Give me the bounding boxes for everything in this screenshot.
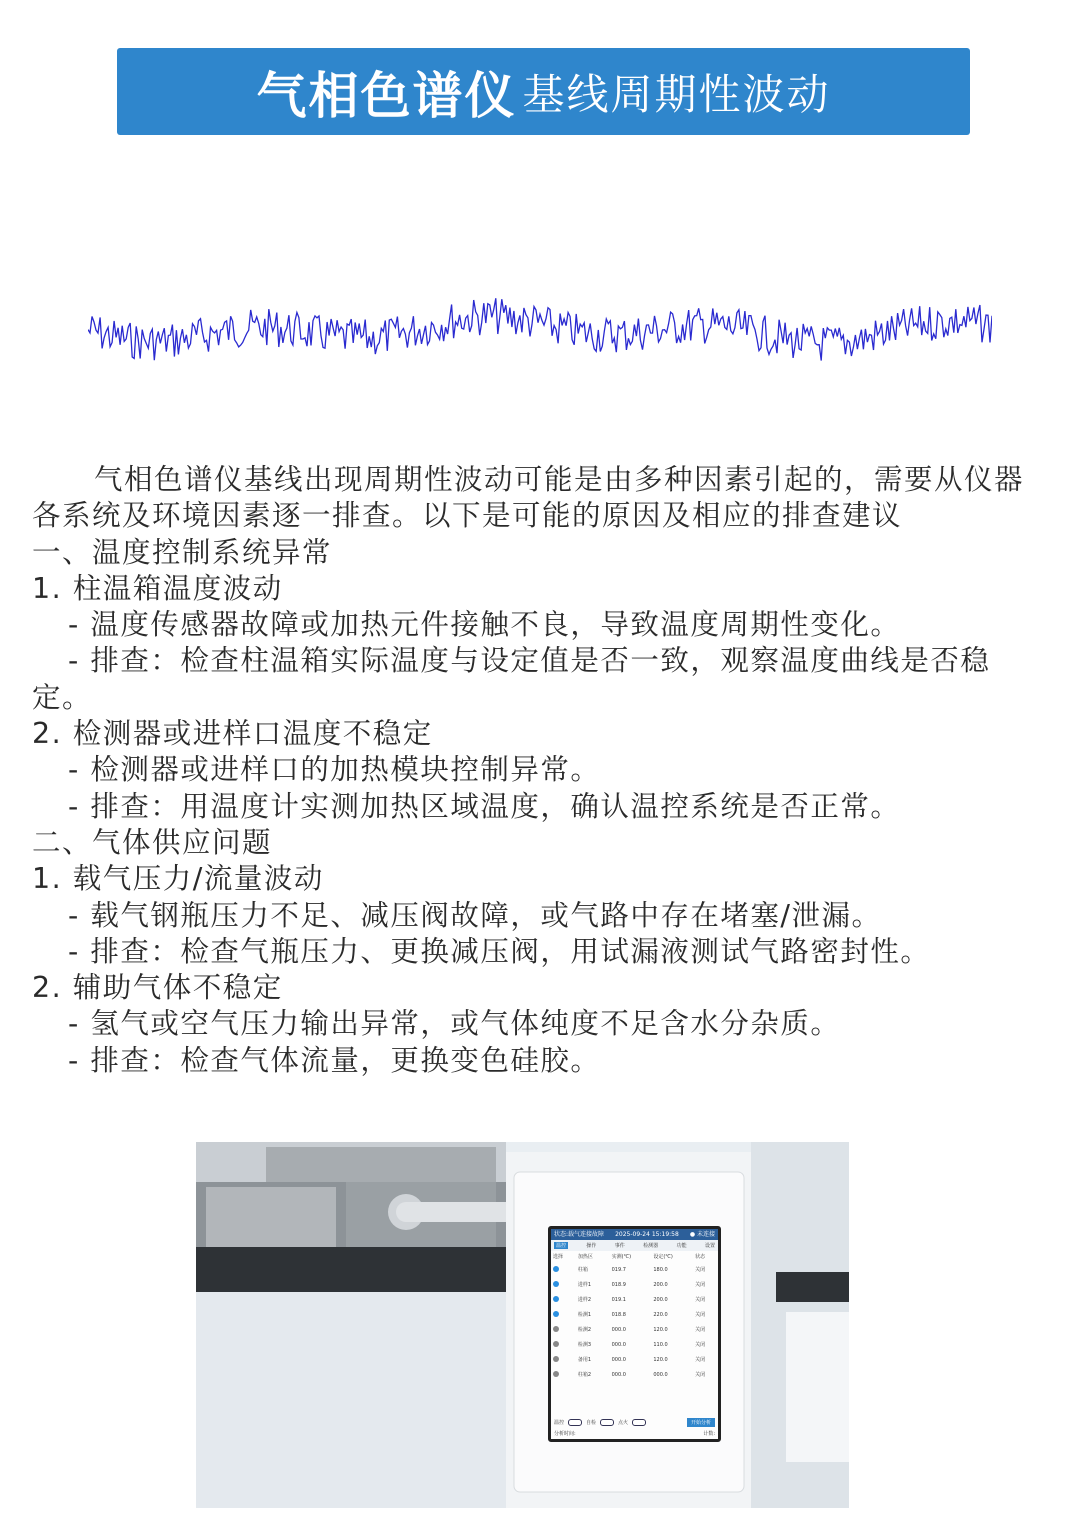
tab-detector[interactable]: 检测器 [643,1243,659,1249]
column-header: 实测(℃) [611,1254,632,1260]
select-dot-icon[interactable] [553,1281,559,1287]
cell-state: 关闭 [695,1312,706,1318]
cell-zone: 检测3 [577,1342,592,1348]
tab-operate[interactable]: 操作 [586,1243,597,1249]
baseline-wave-illustration [88,280,992,380]
table-row[interactable] [551,1292,718,1307]
cell-state: 关闭 [695,1282,706,1288]
status-text: 状态:载气连接故障 [554,1231,605,1238]
select-dot-icon[interactable] [553,1266,559,1272]
select-dot-icon[interactable] [553,1371,559,1377]
mode-text: ● 未连接 [689,1231,715,1238]
item-heading: 1. 柱温箱温度波动 [32,571,283,605]
cell-actual: 018.8 [611,1311,626,1318]
cell-state: 关闭 [695,1372,706,1378]
item-detail: - 排查：检查气体流量，更换变色硅胶。 [68,1043,601,1077]
cell-actual: 000.0 [611,1371,626,1378]
cell-set: 120.0 [653,1326,668,1333]
datetime-text: 2025-09-24 15:19:58 [615,1231,679,1238]
intro-paragraph: 气相色谱仪基线出现周期性波动可能是由多种因素引起的，需要从仪器各系统及环境因素逐一排查。以下是可能的原因及相应的排查建议 [32,463,1025,533]
column-header: 设定(℃) [653,1254,673,1260]
cell-set: 000.0 [653,1371,668,1378]
cell-set: 120.0 [653,1356,668,1363]
analysis-time-label: 分析时间: [554,1431,576,1437]
select-dot-icon[interactable] [553,1296,559,1302]
cell-actual: 000.0 [611,1356,626,1363]
cell-actual: 000.0 [611,1341,626,1348]
instrument-screen [548,1226,721,1442]
item-heading: 1. 载气压力/流量波动 [32,862,324,896]
instrument-photo [196,1142,849,1508]
tab-temp[interactable]: 温控 [556,1243,567,1249]
cell-set: 110.0 [653,1341,668,1348]
cell-zone: 柱箱 [577,1267,588,1273]
table-row[interactable] [551,1307,718,1322]
item-detail: - 排查：用温度计实测加热区域温度，确认温控系统是否正常。 [68,789,901,823]
cell-set: 180.0 [653,1266,668,1273]
temp-toggle[interactable] [568,1419,582,1426]
table-row[interactable] [551,1367,718,1382]
section-heading-2: 二、气体供应问题 [32,825,273,859]
item-detail: - 排查：检查柱温箱实际温度与设定值是否一致，观察温度曲线是否稳定。 [32,644,991,714]
article-body [32,462,1042,1079]
table-row[interactable] [551,1337,718,1352]
item-detail: - 检测器或进样口的加热模块控制异常。 [68,753,601,787]
screen-header [551,1229,718,1240]
title-banner [117,48,970,135]
item-detail: - 温度传感器故障或加热元件接触不良，导致温度周期性变化。 [68,608,901,642]
tab-function[interactable]: 功能 [676,1243,687,1249]
cell-zone: 检测2 [577,1327,592,1333]
screen-controls [551,1418,718,1427]
table-row[interactable] [551,1352,718,1367]
item-detail: - 排查：检查气瓶压力、更换减压阀，用试漏液测试气路密封性。 [68,934,931,968]
cell-actual: 018.9 [611,1281,626,1288]
cell-actual: 000.0 [611,1326,626,1333]
screen-tabs [551,1240,718,1251]
ignite-toggle[interactable] [632,1419,646,1426]
instrument-illustration [196,1142,849,1508]
toggle-label: 温控 [554,1420,565,1426]
cell-zone: 柱箱2 [577,1372,592,1378]
cell-actual: 019.1 [611,1296,626,1303]
cell-state: 关闭 [695,1267,706,1273]
toggle-label: 点火 [618,1420,629,1426]
screen-footer [554,1430,715,1437]
cell-set: 200.0 [653,1296,668,1303]
table-row[interactable] [551,1277,718,1292]
cell-state: 关闭 [695,1357,706,1363]
cell-zone: 进样1 [577,1282,592,1288]
select-dot-icon[interactable] [553,1311,559,1317]
cell-state: 关闭 [695,1297,706,1303]
select-dot-icon[interactable] [553,1356,559,1362]
cell-zone: 备用1 [577,1357,592,1363]
table-row[interactable] [551,1262,718,1277]
item-heading: 2. 辅助气体不稳定 [32,971,283,1005]
cell-state: 关闭 [695,1342,706,1348]
column-header: 状态 [695,1254,706,1260]
title-light: 基线周期性波动 [522,69,831,119]
tab-event[interactable]: 事件 [614,1243,625,1249]
wave-line [88,298,992,360]
heating-zone-table [551,1251,718,1382]
cell-set: 200.0 [653,1281,668,1288]
item-detail: - 载气钢瓶压力不足、减压阀故障，或气路中存在堵塞/泄漏。 [68,898,882,932]
table-row[interactable] [551,1322,718,1337]
select-dot-icon[interactable] [553,1341,559,1347]
item-heading: 2. 检测器或进样口温度不稳定 [32,717,433,751]
cell-zone: 进样2 [577,1297,592,1303]
item-detail: - 氢气或空气压力输出异常，或气体纯度不足含水分杂质。 [68,1007,841,1041]
title-bold: 气相色谱仪 [256,66,517,125]
selfcheck-toggle[interactable] [600,1419,614,1426]
toggle-label: 自检 [586,1420,597,1426]
column-header: 选择 [553,1254,564,1260]
select-dot-icon[interactable] [553,1326,559,1332]
cell-state: 关闭 [695,1327,706,1333]
count-label: 计数: [703,1431,715,1437]
tab-settings[interactable]: 设置 [704,1243,715,1249]
section-heading-1: 一、温度控制系统异常 [32,535,333,569]
start-analysis-button[interactable]: 开始分析 [687,1418,715,1427]
cell-actual: 019.7 [611,1266,626,1273]
column-header: 加热区 [577,1254,593,1260]
cell-zone: 检测1 [577,1312,592,1318]
cell-set: 220.0 [653,1311,668,1318]
